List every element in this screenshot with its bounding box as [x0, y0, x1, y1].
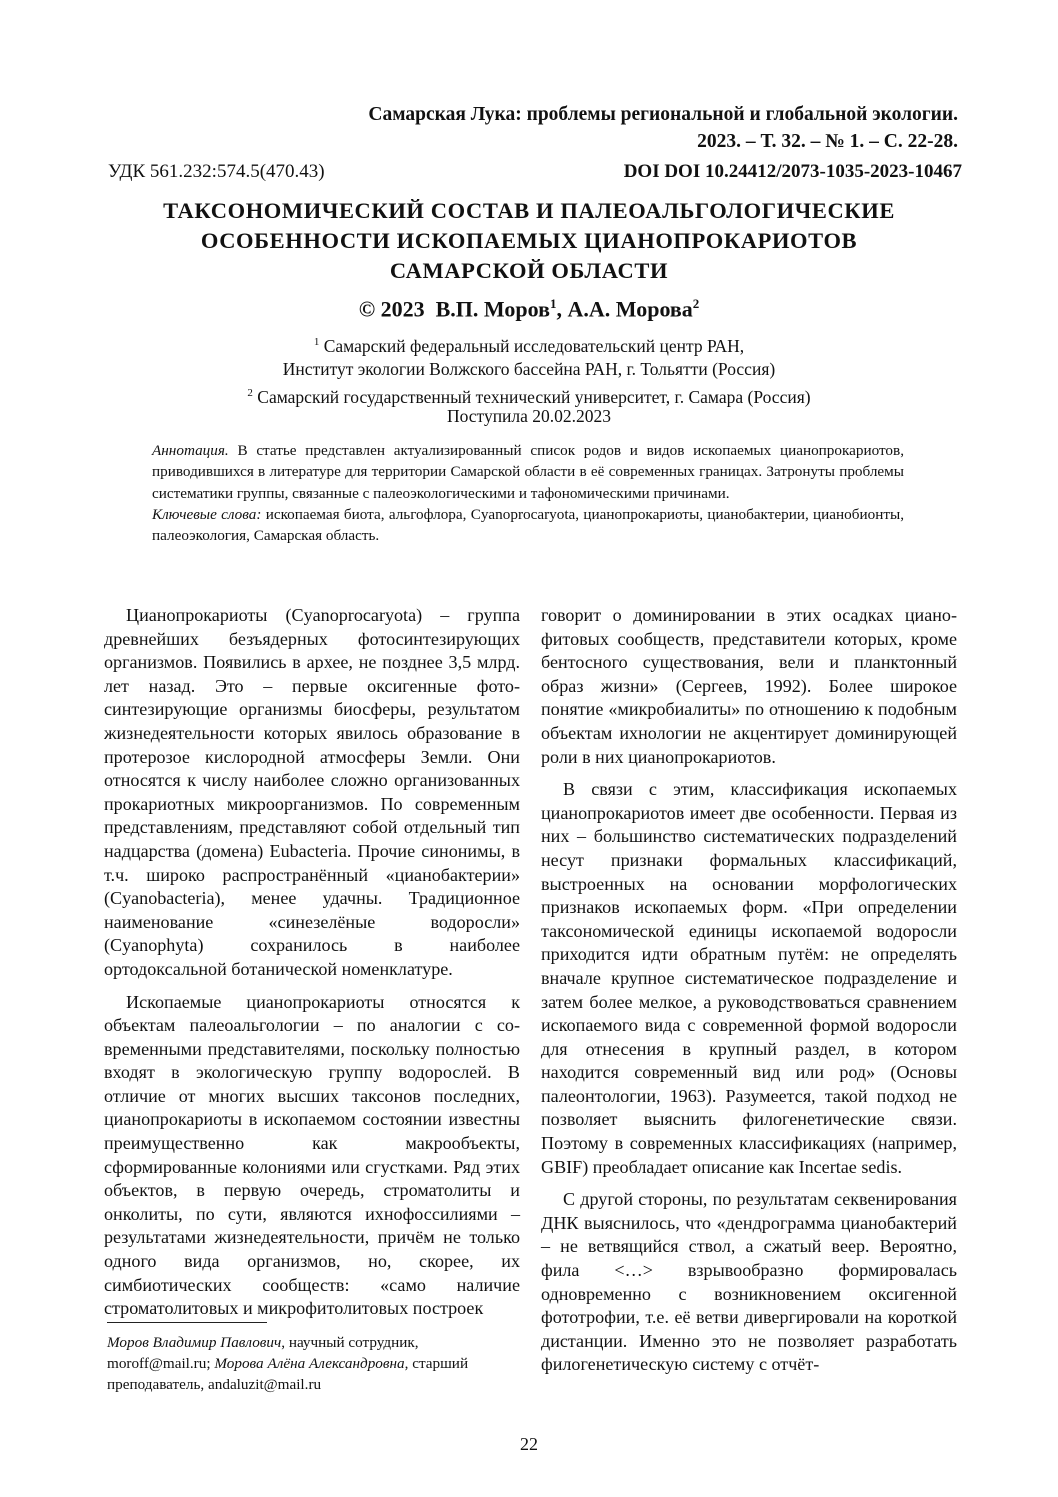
body-column-right — [541, 604, 957, 1386]
author-1-affil: 1 — [549, 296, 557, 311]
body-column-left — [104, 604, 520, 1330]
footnote-name-2: Морова Алёна Александровна — [214, 1355, 405, 1372]
abstract — [152, 440, 904, 546]
title-line-1: ТАКСОНОМИЧЕСКИЙ СОСТАВ И ПАЛЕОАЛЬГОЛОГИЧЕСКИЕ — [163, 198, 895, 223]
footnote-divider — [107, 1322, 267, 1323]
udc-code: УДК 561.232:574.5(470.43) — [108, 161, 325, 182]
footnote — [107, 1332, 487, 1395]
footnote-text-2: , старший преподаватель, andaluzit@mail.ru — [107, 1355, 469, 1393]
article-title — [90, 196, 968, 286]
body-paragraph: В связи с этим, классификация ископаемых цианопрокариотов имеет две особенности. Первая из них – большинство систематических подразделений несут признаки формальных классификаций, выстроенных на основании морфологических признаков ископаемых форм. «При определении таксономической единицы ископаемой водоросли приходится идти обратным путём: не определять вначале крупное систематическое подразделение и затем более мелкое, а руководствоваться сравнением ископаемого вида с современной формой водоросли для отнесения в крупный раздел, в котором находится современный вид или род» (Основы палеонтологии, 1963). Разумеется, такой подход не позволяет выяснить филогенетические связи. Поэтому в современных классификациях (например, GBIF) преобладает описание как Incertae sedis. — [541, 779, 957, 1177]
affil-2-mark: 2 — [247, 386, 253, 399]
journal-name: Самарская Лука: проблемы региональной и глобальной экологии. — [368, 104, 958, 125]
copyright: © 2023 — [358, 296, 425, 322]
author-1: В.П. Моров — [435, 296, 550, 322]
footnote-text-1: , научный сотрудник, moroff@mail.ru; — [107, 1334, 419, 1372]
journal-issue: 2023. – Т. 32. – № 1. – С. 22-28. — [697, 131, 958, 152]
doi: DOI DOI 10.24412/2073-1035-2023-10467 — [623, 161, 962, 182]
affiliations — [0, 331, 1058, 409]
abstract-text: В статье представлен актуализированный список родов и видов ископаемых цианопрокариотов, приводившихся в литературе для территории Самарской области в её современных границах. Затронуты проблемы систематики группы, связанные с палеоэкологическими и тафономическими причинами. — [152, 442, 904, 502]
affil-2: Самарский государственный технический университет, г. Самара (Россия) — [257, 386, 811, 407]
authors — [0, 296, 1058, 322]
author-2-affil: 2 — [692, 296, 700, 311]
keywords-text: ископаемая биота, альгофлора, Cyanoprocaryota, цианопрокариоты, цианобактерии, цианобионты, палеоэкология, Самарская область. — [152, 505, 904, 545]
body-paragraph: С другой стороны, по результатам секвенирования ДНК выяснилось, что «дендрограмма цианобактерий – не ветвящийся ствол, а сжатый веер. Вероятно, фила <…> взрывообразно формировалась одновременно с возникновением оксигенной фототрофии, т.е. её ветви дивергировали на короткой дистанции. Именно это не позволяет разработать филогенетическую систему с отчёт- — [541, 1189, 957, 1375]
body-paragraph: Цианопрокариоты (Cyanoprocaryota) – группа древнейших безъядерных фотосинтезирующих организмов. Появились в архее, не позднее 3,5 млрд. лет назад. Это – первые оксигенные фотосинтезирующие организмы биосферы, результатом жизнедеятельности которых явилось образование в протерозое кислородной атмосферы Земли. Они относятся к числу наиболее сложно организованных прокариотных микроорганизмов. По современным представлениям, представляют собой отдельный тип надцарства (домена) Eubacteria. Прочие синонимы, в т.ч. широко распространённый «цианобактерии» (Cyanobacteria), менее удачны. Традиционное наименование «синезелёные водоросли» (Cyanophyta) сохранилось в наиболее ортодоксальной ботанической номенклатуре. — [104, 605, 520, 979]
abstract-label: Аннотация. — [152, 442, 229, 459]
author-2: А.А. Морова — [567, 296, 693, 322]
footnote-name-1: Моров Владимир Павлович — [107, 1334, 282, 1351]
author-separator: , — [556, 296, 568, 322]
title-line-3: САМАРСКОЙ ОБЛАСТИ — [389, 258, 669, 283]
title-line-2: ОСОБЕННОСТИ ИСКОПАЕМЫХ ЦИАНОПРОКАРИОТОВ — [200, 228, 858, 253]
affil-1-line-2: Институт экологии Волжского бассейна РАН, г. Тольятти (Россия) — [282, 359, 776, 380]
page-number: 22 — [520, 1434, 538, 1454]
affil-1-mark: 1 — [313, 336, 320, 348]
body-paragraph: Ископаемые цианопрокариоты относятся к объектам палеоальгологии – по аналогии с современными представителями, поскольку полностью входят в экологическую группу водорослей. В отличие от многих высших таксонов последних, цианопрокариоты в ископаемом состоянии известны преимущественно как макрообъекты, сформированные колониями или сгустками. Ряд этих объектов, в первую очередь, строматолиты и онколиты, по сути, являются ихнофоссилиями – результатами жизнедеятельности, причём не только одного вида организмов, но, скорее, их симбиотических сообществ: «само наличие строматолитовых и микрофитолитовых построек — [104, 991, 520, 1319]
body-paragraph: говорит о доминировании в этих осадках цианофитовых сообществ, представители которых, кроме бентосного существования, вели и планктонный образ жизни» (Сергеев, 1992). Более широкое понятие «микробиалиты» по отношению к подобным объектам ихнологии не акцентирует доминирующей роли в них цианопрокариотов. — [541, 605, 957, 767]
keywords-label: Ключевые слова: — [152, 505, 262, 523]
received-date: Поступила 20.02.2023 — [446, 406, 612, 426]
affil-1-line-1: Самарский федеральный исследовательский центр РАН, — [323, 335, 745, 356]
